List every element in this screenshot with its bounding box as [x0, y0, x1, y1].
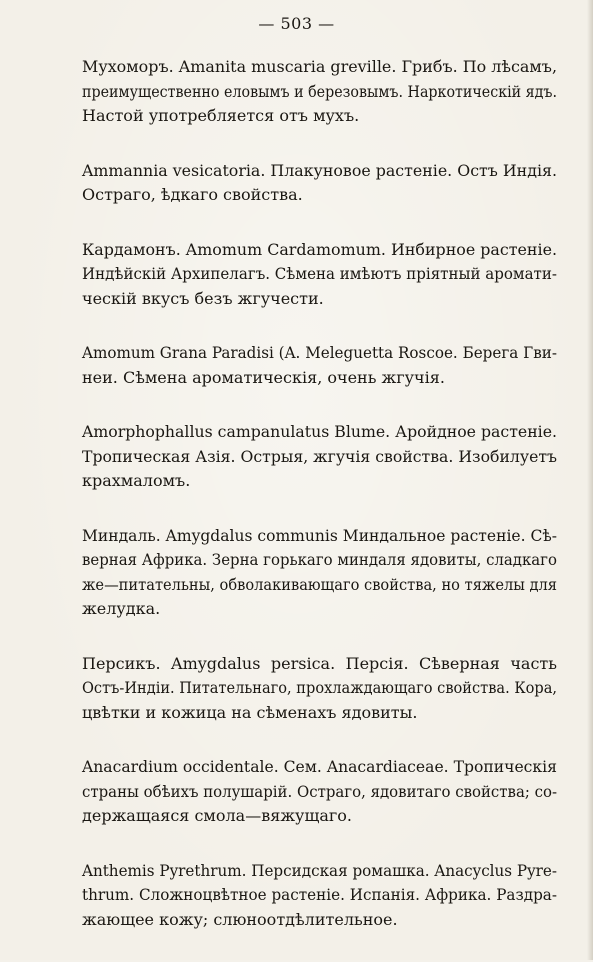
- entry-line: преимущественно еловымъ и березовымъ. Наркотическій ядъ.: [82, 81, 558, 101]
- entry-line: держащаяся смола—вяжущаго.: [82, 806, 352, 825]
- entry-amanita: [82, 55, 557, 129]
- entry-line: верная Африка. Зерна горькаго миндаля ядовиты, сладкаго: [82, 550, 557, 569]
- entry-ammannia: [82, 159, 557, 208]
- entry-peach: [82, 652, 557, 726]
- entry-line: Индѣйскій Архипелагъ. Сѣмена имѣютъ пріятный аромати-: [82, 264, 557, 283]
- entry-line: цвѣтки и кожица на сѣменахъ ядовиты.: [82, 702, 418, 722]
- entry-line: Anthemis Pyrethrum. Персидская ромашка. Anacyclus Pyre-: [82, 860, 558, 880]
- entry-amorphophallus: [82, 420, 557, 494]
- entry-line: Мухоморъ. Amanita muscaria greville. Грибъ. По лѣсамъ,: [82, 57, 558, 76]
- entry-line: Остъ-Индіи. Питательнаго, прохлаждающаго свойства. Кора,: [82, 678, 557, 697]
- entry-line: Amorphophallus campanulatus Blume. Аройдное растеніе.: [82, 422, 558, 441]
- entry-almond: [82, 524, 557, 622]
- entry-line: Настой употребляется отъ мухъ.: [82, 106, 360, 125]
- entry-anacardium: [82, 755, 557, 829]
- entry-line: Amomum Grana Paradisi (A. Meleguetta Roscoe. Берега Гви-: [82, 343, 557, 362]
- entry-line: Anacardium occidentale. Сем. Anacardiaceae. Тропическія: [82, 757, 557, 776]
- entry-line: Ammannia vesicatoria. Плакуновое растеніе. Остъ Индія.: [82, 160, 557, 180]
- entry-line: неи. Сѣмена ароматическія, очень жгучія.: [82, 367, 445, 387]
- entry-line: Тропическая Азія. Острыя, жгучія свойства. Изобилуетъ: [82, 446, 557, 466]
- entry-line: Миндаль. Amygdalus communis Миндальное растеніе. Сѣ-: [82, 525, 557, 545]
- entry-line: крахмаломъ.: [82, 471, 191, 490]
- entry-line: желудка.: [82, 599, 161, 618]
- entry-line: thrum. Сложноцвѣтное растеніе. Испанія. Африка. Раздра-: [82, 885, 557, 904]
- entry-line: же—питательны, обволакивающаго свойства, но тяжелы для: [82, 574, 558, 594]
- entry-line: Остраго, ѣдкаго свойства.: [82, 185, 303, 204]
- page-edge-shadow: [587, 0, 593, 960]
- page-number: — 503 —: [258, 14, 335, 33]
- entry-anthemis: [82, 859, 557, 933]
- entry-line: Кардамонъ. Amomum Cardamomum. Инбирное растеніе.: [82, 239, 558, 259]
- entry-line: Персикъ. Amygdalus persica. Персія. Сѣверная часть: [82, 653, 557, 673]
- entry-grana-paradisi: [82, 341, 557, 390]
- entry-line: страны обѣихъ полушарій. Остраго, ядовитаго свойства; со-: [82, 781, 558, 801]
- entry-line: жающее кожу; слюноотдѣлительное.: [82, 909, 398, 929]
- entry-line: ческій вкусъ безъ жгучести.: [82, 288, 324, 308]
- entry-cardamom: [82, 238, 557, 312]
- page-content: [82, 55, 557, 962]
